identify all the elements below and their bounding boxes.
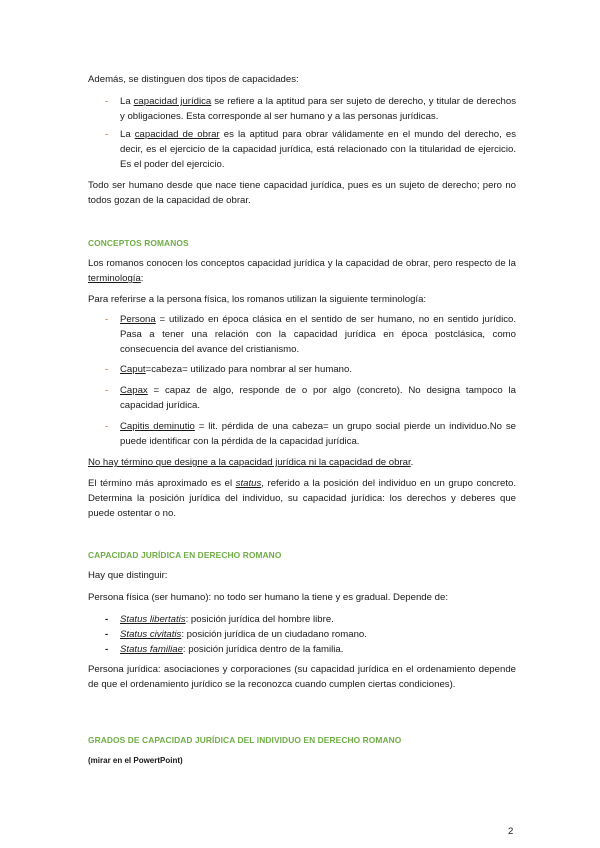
paragraph: Los romanos conocen los conceptos capacidad jurídica y la capacidad de obrar, pero respecto de la terminología: <box>88 258 516 285</box>
intro-paragraph: Además, se distinguen dos tipos de capacidades: <box>88 74 299 85</box>
term-persona: Persona <box>120 314 156 325</box>
bullet-dash: - <box>105 644 109 655</box>
paragraph: Persona jurídica: asociaciones y corporaciones (su capacidad jurídica en el ordenamiento depende de que el ordenamiento jurídico se la reconozca cuando cumplen ciertas condiciones). <box>88 664 516 691</box>
bullet-dash: - <box>105 96 109 107</box>
paragraph: No hay término que designe a la capacidad jurídica ni la capacidad de obrar. <box>88 457 414 468</box>
paragraph: Hay que distinguir: <box>88 570 168 581</box>
section-heading-conceptos-romanos: CONCEPTOS ROMANOS <box>88 238 189 248</box>
term-terminologia: terminología <box>88 273 141 285</box>
powerpoint-note: (mirar en el PowertPoint) <box>88 756 183 765</box>
term-capitis-deminutio: Capitis deminutio <box>120 421 195 432</box>
bullet-dash: - <box>105 385 109 396</box>
underlined-note: No hay término que designe a la capacidad jurídica ni la capacidad de obrar <box>88 457 411 468</box>
term-capax: Capax <box>120 385 148 396</box>
paragraph: Para referirse a la persona física, los romanos utilizan la siguiente terminología: <box>88 294 427 305</box>
bullet-dash: - <box>105 129 109 140</box>
page-number: 2 <box>508 826 514 837</box>
summary-paragraph: Todo ser humano desde que nace tiene capacidad jurídica, pues es un sujeto de derecho; pero no todos gozan de la capacidad de obrar. <box>88 180 516 207</box>
term-caput: Caput <box>120 364 146 375</box>
bullet-dash: - <box>105 364 109 375</box>
bullet-dash: - <box>105 614 109 625</box>
term-status-libertatis: Status libertatis <box>120 614 186 625</box>
bullet-dash: - <box>105 421 109 432</box>
bullet-dash: - <box>105 629 109 640</box>
section-heading-grados: GRADOS DE CAPACIDAD JURÍDICA DEL INDIVIDUO EN DERECHO ROMANO <box>88 735 402 745</box>
term-status: status <box>235 478 262 489</box>
section-heading-capacidad-juridica: CAPACIDAD JURÍDICA EN DERECHO ROMANO <box>88 550 282 560</box>
term-capacidad-juridica: capacidad jurídica <box>133 96 212 107</box>
bullet-dash: - <box>105 314 109 325</box>
term-status-civitatis: Status civitatis <box>120 629 182 640</box>
term-capacidad-obrar: capacidad de obrar <box>134 129 220 140</box>
paragraph: Persona física (ser humano): no todo ser humano la tiene y es gradual. Depende de: <box>88 592 448 603</box>
term-status-familiae: Status familiae <box>120 644 183 655</box>
paragraph: El término más aproximado es el status, referido a la posición del individuo en un grupo concreto. Determina la posición jurídica del individuo, su capacidad jurídica: los derechos y deberes que puede ostentar o no. <box>88 478 516 520</box>
